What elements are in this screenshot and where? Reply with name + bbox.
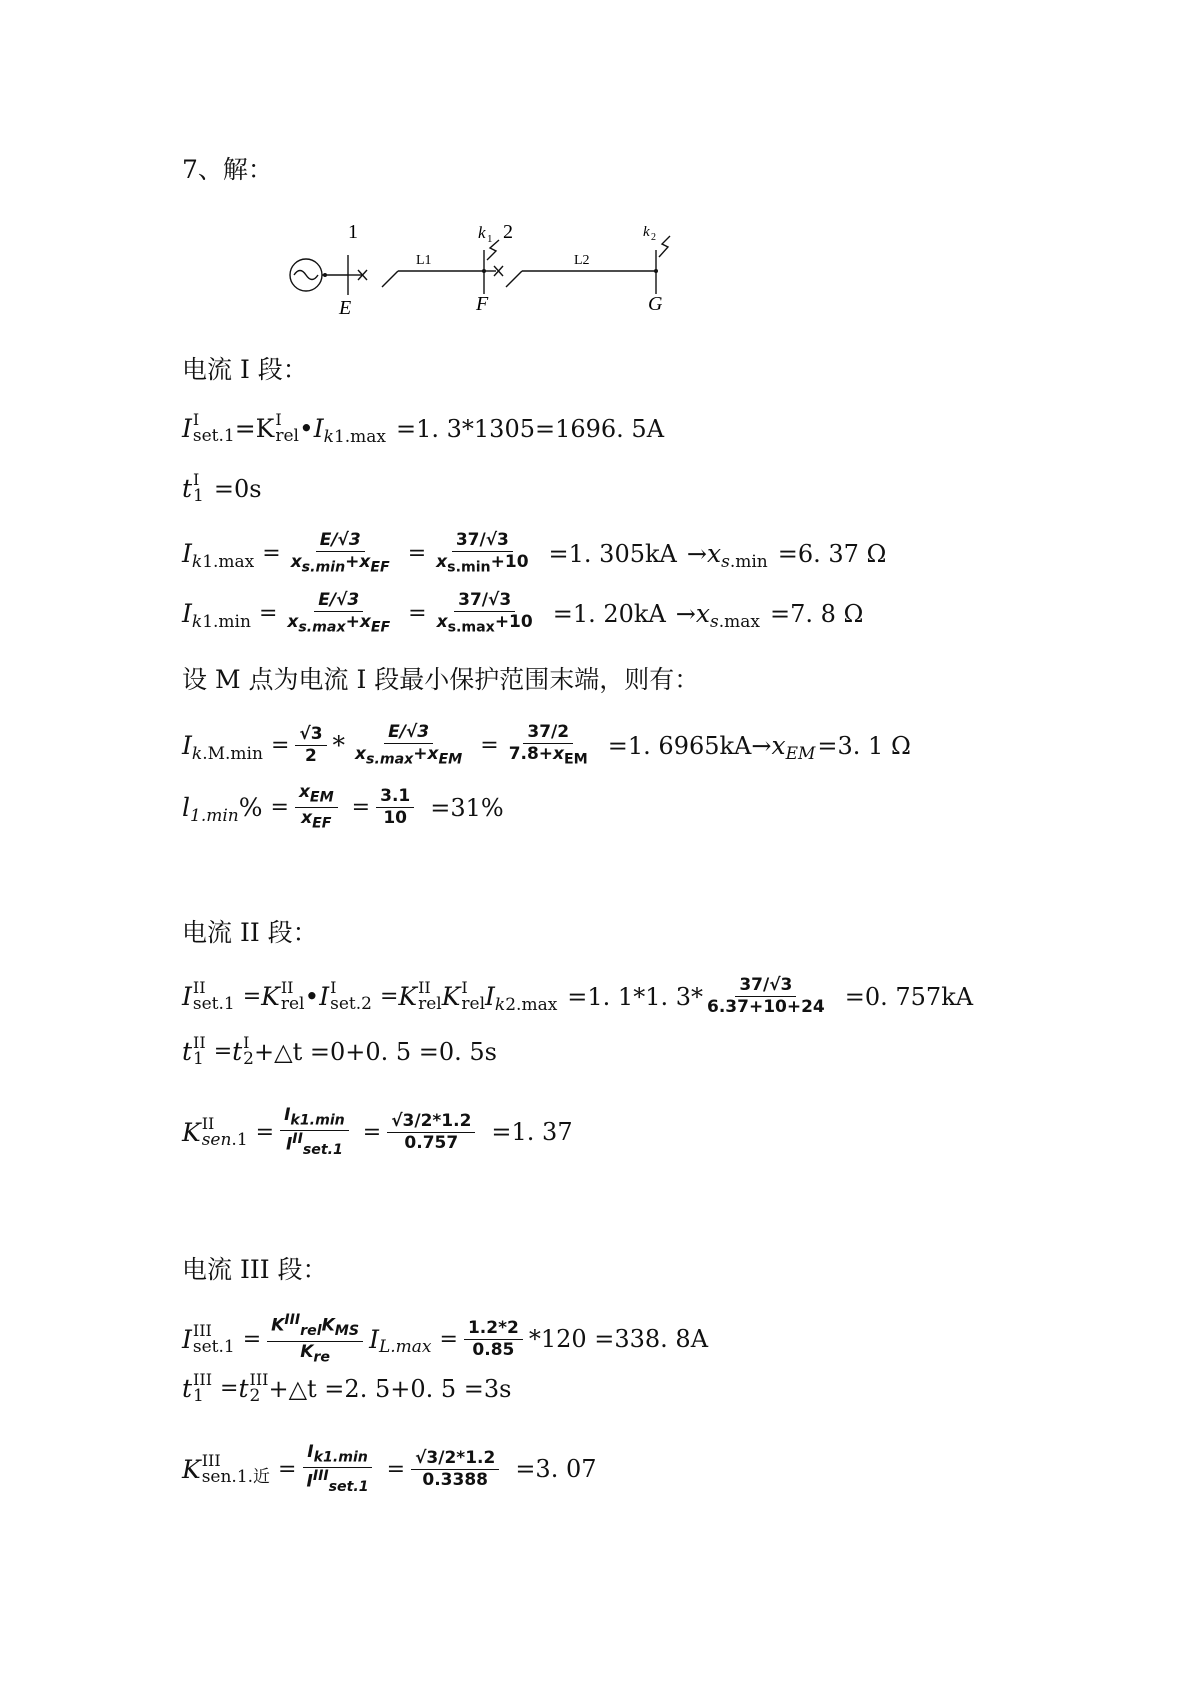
node-2-label: 2 <box>503 221 513 243</box>
section-2-heading: 电流 II 段： <box>182 918 318 947</box>
xsmin-value: =6. 37 Ω <box>777 539 887 568</box>
bus-e-label: E <box>339 297 352 319</box>
formula-iset1-iii: I III set.1 = $\frac{K^{III}_{rel}K_{MS}}{K_{re}}$ I L.max = $\frac{1.2*2}{0.85}$ *120 =338. 8A <box>182 1312 709 1366</box>
formula-t1-ii: t II 1 = t I 2 +△t =0+0. 5 =0. 5s <box>182 1033 497 1069</box>
t1-value: =0s <box>213 474 262 503</box>
circuit-diagram <box>270 212 690 322</box>
formula-ksen-iii: K III sen.1.近 = $\frac{I_{k1.min}}{I^{III}_{set.1}}$ = $\frac{√3/2*1.2}{0.3388}$ =3. 07 <box>182 1442 597 1496</box>
section-1-note: 设 M 点为电流 I 段最小保护范围末端，则有： <box>182 665 700 694</box>
formula-l1min: l 1.min % = $\frac{x_{EM}}{x_{EF}}$ = $\frac{3.1}{10}$ =31% <box>182 782 504 832</box>
line-l2 <box>506 271 522 287</box>
line-l2-label: L2 <box>574 253 590 268</box>
formula-iset1: I I set.1 =K I rel • I k1.max =1. 3*1305=1696. 5A <box>182 410 665 447</box>
line-l1 <box>382 271 398 287</box>
formula-ik1max: I k1.max = $\frac{E/√3}{x_{s.min}+x_{EF}}$ = $\frac{37/√3}{x_{s.min}+10}$ =1. 305kA → x s.min =6. 37 Ω <box>182 530 887 576</box>
k2-label: k <box>643 224 650 240</box>
ik1min-value: =1. 20kA <box>552 599 666 628</box>
t1-ii-value: +△t =0+0. 5 =0. 5s <box>254 1037 497 1066</box>
formula-t1: t I 1 =0s <box>182 470 262 506</box>
k2-sub: 2 <box>651 232 656 243</box>
iset1-ii-value: =0. 757kA <box>844 982 974 1011</box>
xsmax-value: =7. 8 Ω <box>769 599 864 628</box>
node-1-label: 1 <box>348 221 358 243</box>
fault-k2 <box>659 236 670 257</box>
t1-iii-value: +△t =2. 5+0. 5 =3s <box>268 1374 512 1403</box>
formula-ksen-ii: K II sen.1 = $\frac{I_{k1.min}}{I^{II}_{set.1}}$ = $\frac{√3/2*1.2}{0.757}$ =1. 37 <box>182 1105 573 1159</box>
k1-sub: 1 <box>487 233 493 245</box>
formula-iset1-ii: I II set.1 = K II rel • I I set.2 = K II rel K I rel I k2.max =1. 1*1. 3* $\frac{37/√3}{6.37+10+24}$ =0. 757kA <box>182 975 974 1018</box>
xem-value: =3. 1 Ω <box>817 731 911 760</box>
bus-g-label: G <box>648 293 663 315</box>
k1-label: k <box>478 223 486 242</box>
section-1-heading: 电流 I 段： <box>182 355 308 384</box>
ikmmin-value: =1. 6965kA→ <box>607 731 772 760</box>
formula-t1-iii: t III 1 = t III 2 +△t =2. 5+0. 5 =3s <box>182 1370 512 1406</box>
bus-f-label: F <box>476 293 489 315</box>
iset1-iii-value: *120 =338. 8A <box>528 1325 709 1354</box>
ksen-ii-value: =1. 37 <box>491 1118 573 1147</box>
ik1max-value: =1. 305kA <box>548 539 677 568</box>
formula-ik1min: I k1.min = $\frac{E/√3}{x_{s.max}+x_{EF}}$ = $\frac{37/√3}{x_{s.max}+10}$ =1. 20kA → x s.max =7. 8 Ω <box>182 590 864 636</box>
section-3-heading: 电流 III 段： <box>182 1255 328 1284</box>
iset1-value: =1. 3*1305=1696. 5A <box>396 414 665 443</box>
ksen-iii-value: =3. 07 <box>515 1455 597 1484</box>
formula-ikmmin: I k.M.min = $\frac{√3}{2}$ * $\frac{E/√3}{x_{s.max}+x_{EM}}$ = $\frac{37/2}{7.8+x_{EM}}$ =1. 6965kA→ x EM =3. 1 Ω <box>182 722 911 768</box>
problem-title: 7、解： <box>182 155 273 184</box>
l1min-value: =31% <box>430 793 504 822</box>
line-l1-label: L1 <box>416 253 432 268</box>
